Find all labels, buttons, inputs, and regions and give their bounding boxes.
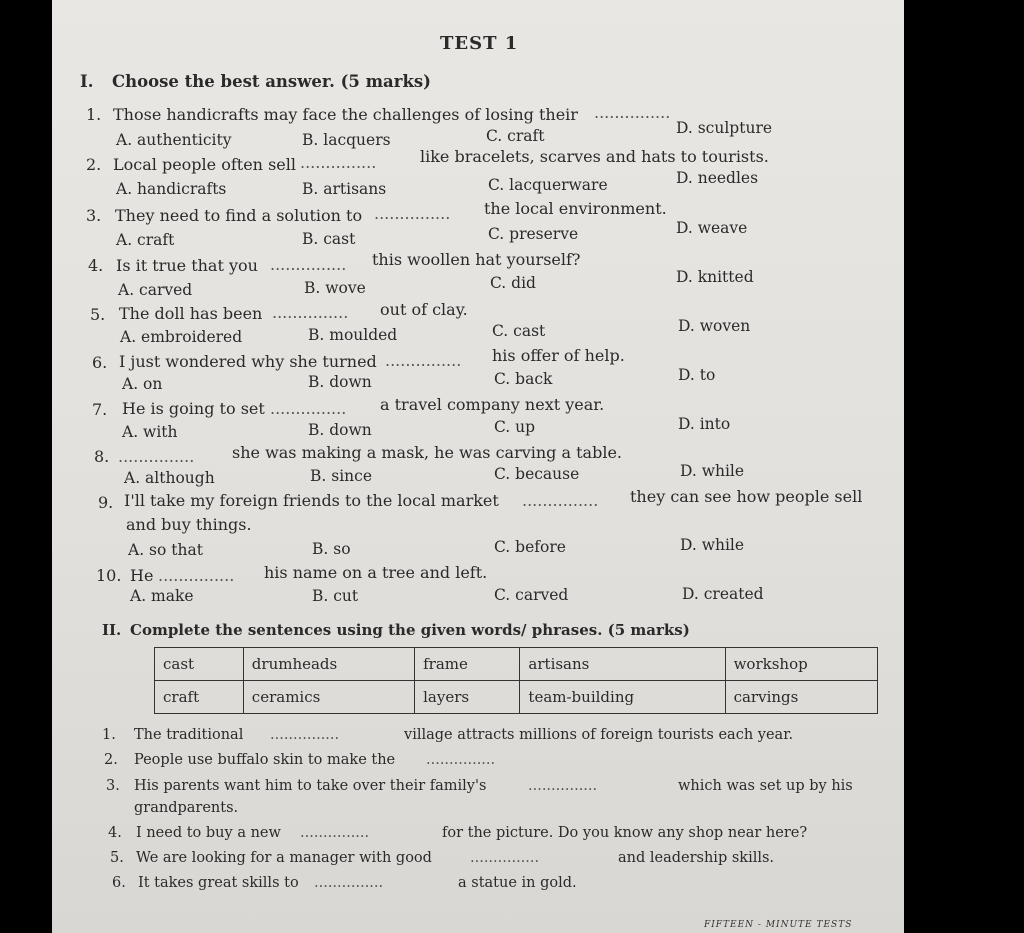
question-text-continued: and buy things. bbox=[126, 515, 252, 534]
section-2-number: II. bbox=[102, 621, 122, 639]
word-cell: layers bbox=[415, 681, 520, 714]
test-paper bbox=[52, 0, 904, 933]
option-d: D. into bbox=[678, 415, 731, 433]
option-b: B. moulded bbox=[308, 326, 398, 344]
word-cell: artisans bbox=[520, 648, 725, 681]
sentence-text-continued: village attracts millions of foreign tourists each year. bbox=[404, 727, 794, 743]
word-cell: craft bbox=[155, 681, 244, 714]
option-b: B. cut bbox=[312, 587, 359, 605]
question-text-continued: the local environment. bbox=[484, 199, 667, 218]
question-text: I'll take my foreign friends to the local market bbox=[124, 491, 499, 510]
option-d: D. while bbox=[680, 462, 745, 480]
sentence-number: 6. bbox=[112, 875, 126, 891]
sentence-text: It takes great skills to bbox=[138, 875, 299, 891]
question-number: 1. bbox=[86, 105, 102, 124]
option-b: B. down bbox=[308, 421, 372, 439]
word-cell: workshop bbox=[725, 648, 877, 681]
test-title: TEST 1 bbox=[440, 33, 519, 54]
question-number: 8. bbox=[94, 447, 110, 466]
option-c: C. preserve bbox=[488, 225, 579, 243]
option-c: C. before bbox=[494, 538, 566, 556]
option-a: A. although bbox=[124, 469, 215, 487]
option-d: D. sculpture bbox=[676, 119, 773, 137]
section-1-instruction: Choose the best answer. (5 marks) bbox=[112, 72, 431, 91]
option-d: D. woven bbox=[678, 317, 751, 335]
word-cell: cast bbox=[155, 648, 244, 681]
option-c: C. up bbox=[494, 418, 536, 436]
option-c: C. lacquerware bbox=[488, 176, 608, 194]
word-cell: ceramics bbox=[243, 681, 414, 714]
question-number: 2. bbox=[86, 155, 102, 174]
word-box-row bbox=[155, 648, 878, 681]
word-box-row bbox=[155, 681, 878, 714]
sentence-text-continued: a statue in gold. bbox=[458, 875, 577, 891]
word-cell: team-building bbox=[520, 681, 725, 714]
sentence-text-continued: and leadership skills. bbox=[618, 850, 775, 866]
option-d: D. needles bbox=[676, 169, 759, 187]
sentence-number: 1. bbox=[102, 727, 116, 743]
question-text-continued: like bracelets, scarves and hats to tourists. bbox=[420, 147, 769, 166]
option-d: D. while bbox=[680, 536, 745, 554]
answer-blank: ............... bbox=[118, 447, 195, 466]
question-text-continued: a travel company next year. bbox=[380, 395, 605, 414]
question-text-continued: she was making a mask, he was carving a table. bbox=[232, 443, 623, 462]
option-a: A. embroidered bbox=[120, 328, 243, 346]
option-a: A. handicrafts bbox=[116, 180, 227, 198]
answer-blank: ............... bbox=[314, 875, 384, 891]
answer-blank: ............... bbox=[528, 778, 598, 794]
sentence-text: His parents want him to take over their family's bbox=[134, 778, 487, 794]
option-b: B. lacquers bbox=[302, 131, 391, 149]
answer-blank: ............... bbox=[272, 303, 349, 322]
word-cell: frame bbox=[415, 648, 520, 681]
question-text: He bbox=[130, 566, 154, 585]
question-text-continued: his offer of help. bbox=[492, 346, 625, 365]
question-text: I just wondered why she turned bbox=[119, 352, 377, 371]
question-text-continued: this woollen hat yourself? bbox=[372, 250, 581, 269]
option-c: C. cast bbox=[492, 322, 546, 340]
question-number: 3. bbox=[86, 206, 102, 225]
question-text: Local people often sell bbox=[113, 155, 296, 174]
word-cell: drumheads bbox=[243, 648, 414, 681]
option-a: A. carved bbox=[118, 281, 193, 299]
option-d: D. weave bbox=[676, 219, 748, 237]
sentence-text-continued: for the picture. Do you know any shop near here? bbox=[442, 825, 808, 841]
sentence-number: 5. bbox=[110, 850, 124, 866]
question-text: They need to find a solution to bbox=[115, 206, 363, 225]
answer-blank: ............... bbox=[426, 752, 496, 768]
section-2-instruction: Complete the sentences using the given words/ phrases. (5 marks) bbox=[130, 621, 690, 639]
word-box-table bbox=[154, 647, 878, 714]
answer-blank: ............... bbox=[522, 491, 599, 510]
sentence-text: The traditional bbox=[134, 727, 244, 743]
option-a: A. so that bbox=[128, 541, 203, 559]
sentence-number: 3. bbox=[106, 778, 120, 794]
option-b: B. artisans bbox=[302, 180, 387, 198]
question-text: The doll has been bbox=[119, 304, 263, 323]
answer-blank: ............... bbox=[270, 399, 347, 418]
question-text-continued: out of clay. bbox=[380, 300, 468, 319]
option-a: A. authenticity bbox=[116, 131, 232, 149]
option-a: A. make bbox=[130, 587, 194, 605]
question-number: 6. bbox=[92, 353, 108, 372]
sentence-number: 4. bbox=[108, 825, 122, 841]
sentence-number: 2. bbox=[104, 752, 118, 768]
option-c: C. because bbox=[494, 465, 580, 483]
option-d: D. knitted bbox=[676, 268, 754, 286]
option-a: A. with bbox=[122, 423, 178, 441]
word-cell: carvings bbox=[725, 681, 877, 714]
question-text: Is it true that you bbox=[116, 256, 258, 275]
answer-blank: ............... bbox=[300, 153, 377, 172]
answer-blank: ............... bbox=[374, 204, 451, 223]
sentence-text-continued: which was set up by his bbox=[678, 778, 853, 794]
question-text: He is going to set bbox=[122, 399, 265, 418]
page-footer: FIFTEEN - MINUTE TESTS bbox=[704, 920, 853, 930]
answer-blank: ............... bbox=[470, 850, 540, 866]
option-b: B. cast bbox=[302, 230, 356, 248]
question-number: 4. bbox=[88, 256, 104, 275]
sentence-text-continued: grandparents. bbox=[134, 800, 239, 816]
answer-blank: ............... bbox=[300, 825, 370, 841]
question-text-continued: they can see how people sell bbox=[630, 487, 863, 506]
answer-blank: ............... bbox=[594, 103, 671, 122]
option-c: C. carved bbox=[494, 586, 569, 604]
option-b: B. since bbox=[310, 467, 372, 485]
section-1-number: I. bbox=[80, 72, 94, 91]
sentence-text: People use buffalo skin to make the bbox=[134, 752, 396, 768]
answer-blank: ............... bbox=[270, 727, 340, 743]
question-number: 9. bbox=[98, 493, 114, 512]
answer-blank: ............... bbox=[158, 566, 235, 585]
option-c: C. craft bbox=[486, 127, 545, 145]
question-text-continued: his name on a tree and left. bbox=[264, 563, 488, 582]
question-text: Those handicrafts may face the challenges of losing their bbox=[113, 105, 578, 124]
question-number: 10. bbox=[96, 566, 122, 585]
option-a: A. craft bbox=[116, 231, 175, 249]
option-d: D. to bbox=[678, 366, 716, 384]
option-c: C. did bbox=[490, 274, 536, 292]
option-b: B. so bbox=[312, 540, 351, 558]
option-b: B. down bbox=[308, 373, 372, 391]
sentence-text: We are looking for a manager with good bbox=[136, 850, 432, 866]
answer-blank: ............... bbox=[270, 255, 347, 274]
option-b: B. wove bbox=[304, 279, 366, 297]
option-d: D. created bbox=[682, 585, 764, 603]
answer-blank: ............... bbox=[385, 351, 462, 370]
option-a: A. on bbox=[122, 375, 163, 393]
question-number: 7. bbox=[92, 400, 108, 419]
option-c: C. back bbox=[494, 370, 553, 388]
question-number: 5. bbox=[90, 305, 106, 324]
sentence-text: I need to buy a new bbox=[136, 825, 281, 841]
